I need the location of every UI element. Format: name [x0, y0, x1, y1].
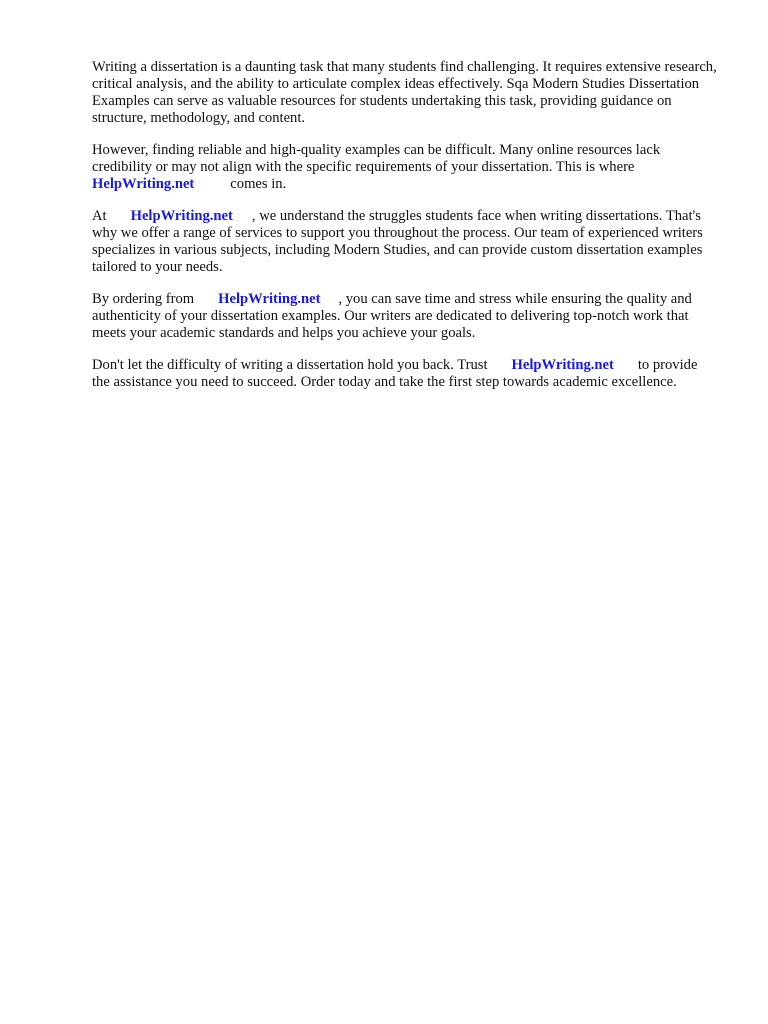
paragraph-text-before-link: By ordering from — [92, 291, 195, 307]
paragraph-ordering — [92, 291, 718, 342]
helpwriting-link[interactable]: HelpWriting.net — [511, 357, 614, 373]
paragraph-text-before-link: At — [92, 208, 107, 224]
document-body — [92, 59, 718, 406]
paragraph-text: Writing a dissertation is a daunting task that many students find challenging. It requires extensive research, critical analysis, and the ability to articulate complex ideas effectively. Sqa Modern Studies Dissertation Examples can serve as valuable resources for students undertaking this task, providing guidance on structure, methodology, and content. — [92, 59, 717, 126]
paragraph-text-after-link: to provide the assistance you need to succeed. Order today and take the first step towards academic excellence. — [92, 357, 698, 390]
paragraph-closing — [92, 357, 718, 391]
helpwriting-link[interactable]: HelpWriting.net — [130, 208, 233, 224]
paragraph-services — [92, 208, 718, 276]
helpwriting-link[interactable]: HelpWriting.net — [218, 291, 321, 307]
paragraph-intro — [92, 59, 718, 127]
paragraph-finding-examples — [92, 142, 718, 193]
paragraph-text-before-link: However, finding reliable and high-quality examples can be difficult. Many online resources lack credibility or may not align with the specific requirements of your dissertation. This is where — [92, 142, 661, 175]
paragraph-text-after-link: , we understand the struggles students face when writing dissertations. That's why we offer a range of services to support you throughout the process. Our team of experienced writers specializes in various subjects, including Modern Studies, and can provide custom dissertation examples tailored to your needs. — [92, 208, 703, 275]
helpwriting-link[interactable]: HelpWriting.net — [92, 176, 195, 192]
paragraph-text-after-link: , you can save time and stress while ensuring the quality and authenticity of your dissertation examples. Our writers are dedicated to delivering top-notch work that meets your academic standards and helps you achieve your goals. — [92, 291, 692, 341]
paragraph-text-before-link: Don't let the difficulty of writing a dissertation hold you back. Trust — [92, 357, 488, 373]
paragraph-text-after-link: comes in. — [230, 176, 287, 192]
